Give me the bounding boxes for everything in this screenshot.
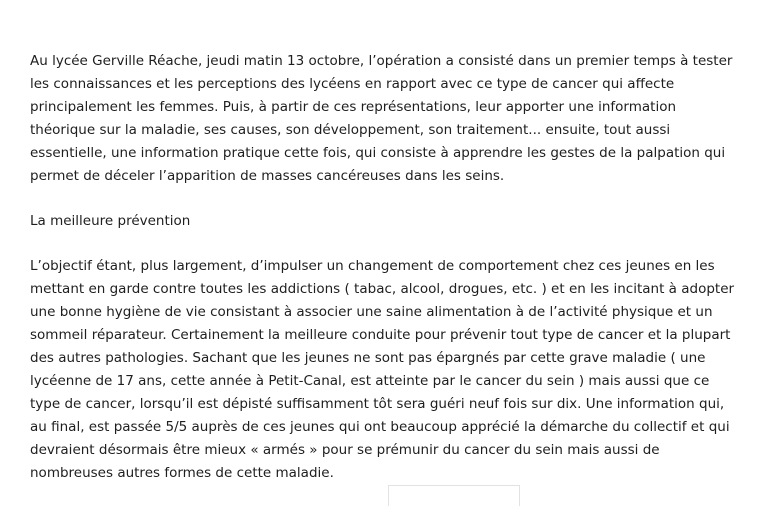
article-paragraph-prevention: L’objectif étant, plus largement, d’impulser un changement de comportement chez ces jeunes en les mettant en garde contre toutes les addictions ( tabac, alcool, drogues, etc. ) et en les incitant à adopter une bonne hygiène de vie consistant à associer une saine alimentation à de l’activité physique et un sommeil réparateur. Certainement la meilleure conduite pour prévenir tout type de cancer et la plupart des autres pathologies. Sachant que les jeunes ne sont pas épargnés par cette grave maladie ( une lycéenne de 17 ans, cette année à Petit-Canal, est atteinte par le cancer du sein ) mais aussi que ce type de cancer, lorsqu’il est dépisté suffisamment tôt sera guéri neuf fois sur dix. Une information qui, au final, est passée 5/5 auprès de ces jeunes qui ont beaucoup apprécié la démarche du collectif et qui devraient désormais être mieux « armés » pour se prémunir du cancer du sein mais aussi de nombreuses autres formes de cette maladie. (30, 258, 735, 481)
embedded-media-frame (388, 485, 520, 506)
article-paragraph-intro: Au lycée Gerville Réache, jeudi matin 13 octobre, l’opération a consisté dans un premier temps à tester les connaissances et les perceptions des lycéens en rapport avec ce type de cancer qui affecte principalement les femmes. Puis, à partir de ces représentations, leur apporter une information théorique sur la maladie, ses causes, son développement, son traitement... ensuite, tout aussi essentielle, une information pratique cette fois, qui consiste à apprendre les gestes de la palpation qui permet de déceler l’apparition de masses cancéreuses dans les seins. (30, 53, 733, 184)
article-body (30, 50, 742, 507)
article-subheading: La meilleure prévention (30, 213, 191, 229)
